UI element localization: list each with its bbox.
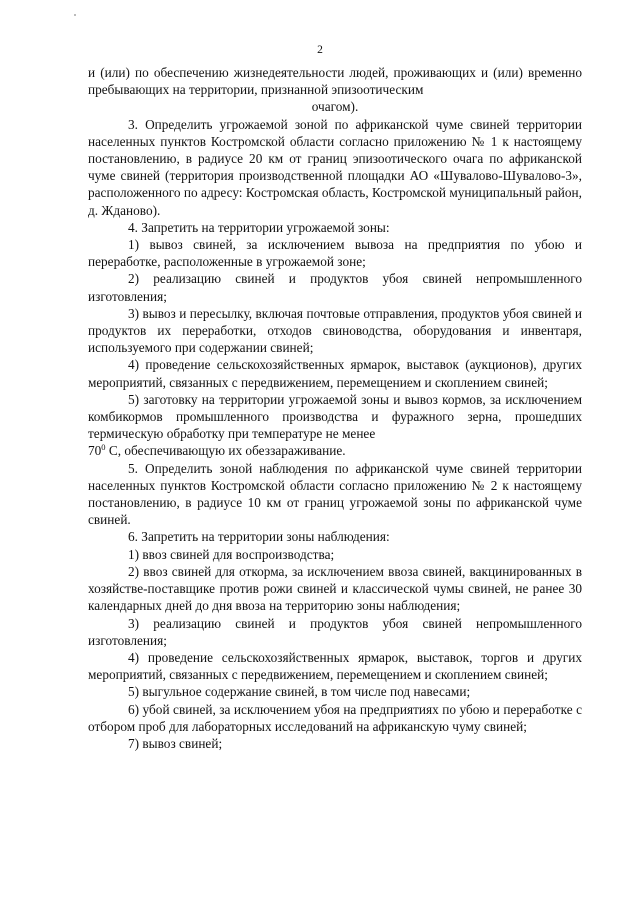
subitem-6-6: 6) убой свиней, за исключением убоя на предприятиях по убою и переработке с отбором проб для лабораторных исследований на африканскую чуму свиней; — [88, 701, 582, 734]
paragraph-item-4: 4. Запретить на территории угрожаемой зоны: — [128, 219, 390, 235]
subitem-6-7: 7) вывоз свиней; — [128, 735, 223, 751]
subitem-4-5: 5) заготовку на территории угрожаемой зоны и вывоз кормов, за исключением комбикормов промышленного производства и фуражного зерна, прошедших термическую обработку при температуре не менее — [88, 391, 582, 442]
temperature-rest: С, обеспечивающую их обеззараживание. — [105, 443, 346, 459]
subitem-4-3: 3) вывоз и пересылку, включая почтовые отправления, продуктов убоя свиней и продуктов их переработки, отходов свиноводства, оборудования и инвентаря, используемого при содержании свиней; — [88, 305, 582, 356]
temperature-value: 70 — [88, 443, 102, 459]
subitem-4-5-temperature — [88, 442, 582, 459]
degree-mark: 0 — [101, 442, 106, 453]
page-number: 2 — [317, 44, 323, 56]
paragraph-item-3: 3. Определить угрожаемой зоной по африканской чуме свиней территории населенных пунктов Костромской области согласно приложению № 1 к настоящему постановлению, в радиусе 20 км от границ эпизоотического очага по африканской чуме свиней (территория производственной площадки АО «Шувалово-Шувалово-3», расположенного по адресу: Костромская область, Костромской муниципальный район, д. Жданово). — [88, 116, 582, 218]
paragraph-item-5: 5. Определить зоной наблюдения по африканской чуме свиней территории населенных пунктов Костромской области согласно приложению № 2 к настоящему постановлению, в радиусе 10 км от границ угрожаемой зоны по африканской чуме свиней. — [88, 460, 582, 528]
document-body — [88, 64, 582, 752]
paragraph-continuation: и (или) по обеспечению жизнедеятельности людей, проживающих и (или) временно пребывающих на территории, признанной эпизоотическим — [88, 65, 582, 98]
subitem-4-2: 2) реализацию свиней и продуктов убоя свиней непромышленного изготовления; — [88, 271, 582, 304]
subitem-6-3: 3) реализацию свиней и продуктов убоя свиней непромышленного изготовления; — [88, 615, 582, 648]
subitem-6-5: 5) выгульное содержание свиней, в том числе под навесами; — [128, 684, 471, 700]
paragraph-continuation-end: очагом). — [311, 99, 359, 115]
paragraph-item-6: 6. Запретить на территории зоны наблюдения: — [128, 529, 390, 545]
subitem-6-2: 2) ввоз свиней для откорма, за исключением ввоза свиней, вакцинированных в хозяйстве-поставщике против рожи свиней и классической чумы свиней, не ранее 30 календарных дней до дня ввоза на территорию зоны наблюдения; — [88, 563, 582, 614]
subitem-4-4: 4) проведение сельскохозяйственных ярмарок, выставок (аукционов), других мероприятий, связанных с передвижением, перемещением и скоплением свиней; — [88, 357, 582, 390]
subitem-6-1: 1) ввоз свиней для воспроизводства; — [128, 546, 335, 562]
scan-mark — [74, 14, 76, 16]
subitem-6-4: 4) проведение сельскохозяйственных ярмарок, выставок, торгов и других мероприятий, связанных с передвижением, перемещением и скоплением свиней; — [88, 649, 582, 683]
subitem-4-1: 1) вывоз свиней, за исключением вывоза на предприятия по убою и переработке, расположенные в угрожаемой зоне; — [88, 237, 582, 270]
